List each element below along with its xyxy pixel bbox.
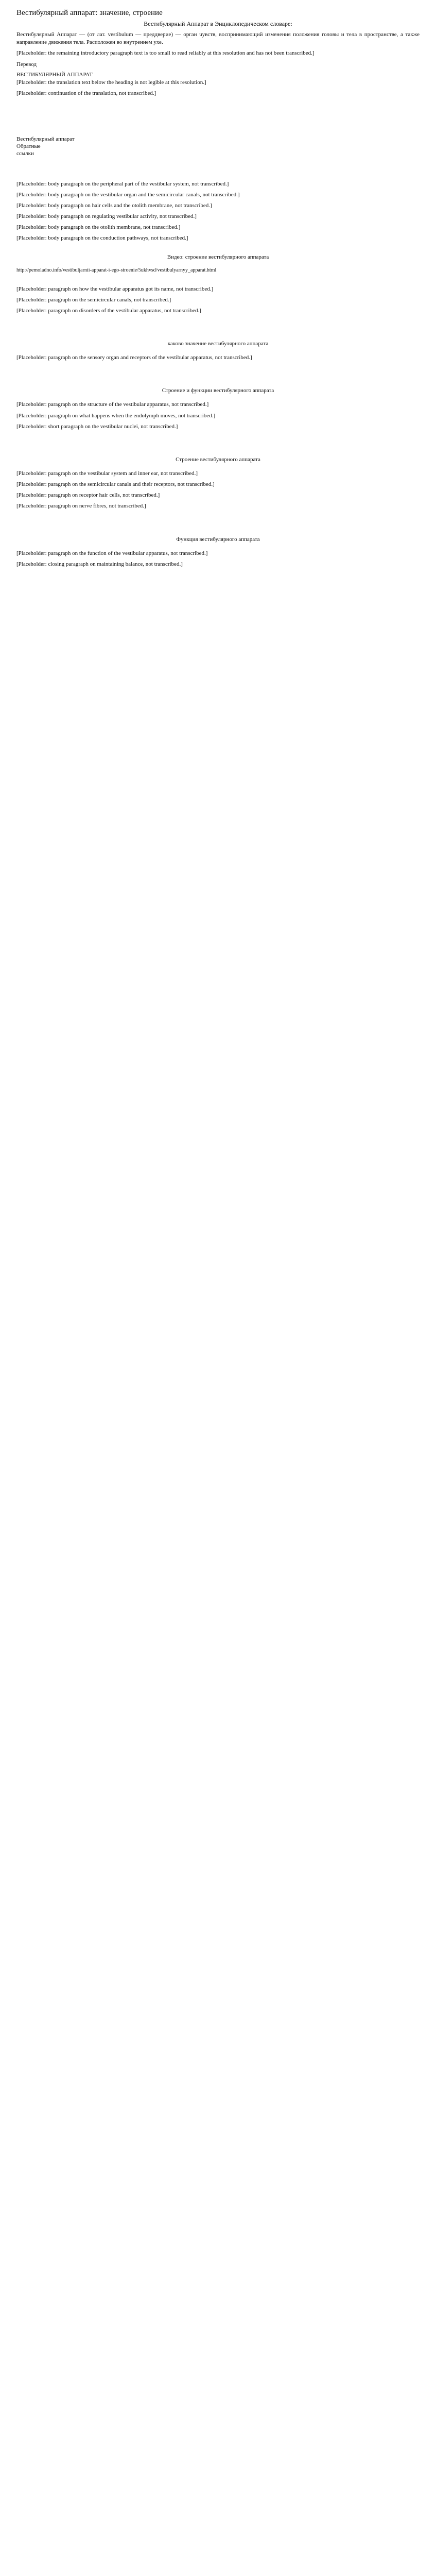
main-paragraph: [Placeholder: body paragraph on hair cells and the otolith membrane, not transcribed.]	[16, 202, 212, 209]
article	[8, 0, 428, 582]
translation-heading: ВЕСТИБУЛЯРНЫЙ АППАРАТ	[16, 72, 93, 78]
section-paragraph: [Placeholder: paragraph on receptor hair cells, not transcribed.]	[16, 492, 160, 499]
section-heading: Функция вестибулярного аппарата	[176, 536, 260, 543]
main-paragraph: [Placeholder: body paragraph on the peripheral part of the vestibular system, not transcribed.]	[16, 180, 229, 187]
section-paragraph: [Placeholder: paragraph on the structure of the vestibular apparatus, not transcribed.]	[16, 401, 209, 408]
source-link[interactable]: http://pemoladno.info/vestibuljarnii-apparat-i-ego-stroenie/5ukhvsd/vestibulyarnyy_apparat.html	[16, 267, 217, 273]
intro-section	[16, 31, 420, 58]
translation-label: Перевод	[16, 61, 37, 68]
video-section	[16, 285, 420, 315]
section-paragraph: [Placeholder: closing paragraph on maintaining balance, not transcribed.]	[16, 561, 183, 567]
section-paragraph: [Placeholder: paragraph on what happens when the endolymph moves, not transcribed.]	[16, 412, 216, 419]
section-paragraph: [Placeholder: paragraph on the semicircular canals and their receptors, not transcribed.]	[16, 481, 215, 488]
section-paragraph: [Placeholder: paragraph on the sensory organ and receptors of the vestibular apparatus, not transcribed.]	[16, 354, 252, 361]
section-paragraph: [Placeholder: paragraph on the vestibular system and inner ear, not transcribed.]	[16, 470, 198, 477]
intro-paragraph: [Placeholder: the remaining introductory paragraph text is too small to read reliably at this resolution and has not been transcribed.]	[16, 50, 315, 57]
intro-paragraph: Вестибулярный Аппарат — (от лат. vestibulum — преддверие) — орган чувств, воспринимающий изменения положения головы и тела в пространстве, а также направление движения тела. Расположен во внутреннем ухе.	[16, 31, 420, 45]
outline-item[interactable]: Обратные	[16, 143, 41, 149]
significance-section	[16, 354, 420, 362]
page-title: Вестибулярный аппарат: значение, строение	[16, 9, 163, 17]
main-paragraph: [Placeholder: body paragraph on regulating vestibular activity, not transcribed.]	[16, 213, 197, 220]
section-paragraph: [Placeholder: short paragraph on the vestibular nuclei, not transcribed.]	[16, 423, 178, 430]
structure-functions-section	[16, 401, 420, 431]
function-section	[16, 550, 420, 568]
main-paragraph: [Placeholder: body paragraph on the vestibular organ and the semicircular canals, not transcribed.]	[16, 191, 240, 198]
section-heading: Видео: строение вестибулярного аппарата	[167, 253, 269, 260]
translation-section	[16, 79, 420, 97]
translation-paragraph: [Placeholder: continuation of the translation, not transcribed.]	[16, 90, 156, 97]
section-heading: каково значение вестибулярного аппарата	[167, 341, 269, 347]
structure-section	[16, 470, 420, 511]
section-heading: Строение вестибулярного аппарата	[176, 456, 260, 463]
main-paragraph: [Placeholder: body paragraph on the otolith membrane, not transcribed.]	[16, 224, 181, 231]
dictionary-subtitle: Вестибулярный Аппарат в Энциклопедическом словаре:	[144, 20, 292, 27]
translation-paragraph: [Placeholder: the translation text below the heading is not legible at this resolution.]	[16, 79, 206, 86]
section-heading: Строение и функции вестибулярного аппарата	[162, 387, 274, 394]
outline-heading: Вестибулярный аппарат	[16, 135, 75, 142]
section-paragraph: [Placeholder: paragraph on nerve fibres, not transcribed.]	[16, 503, 146, 510]
section-paragraph: [Placeholder: paragraph on the semicircular canals, not transcribed.]	[16, 296, 171, 303]
main-paragraph: [Placeholder: body paragraph on the conduction pathways, not transcribed.]	[16, 235, 188, 242]
section-paragraph: [Placeholder: paragraph on how the vestibular apparatus got its name, not transcribed.]	[16, 285, 214, 292]
main-section	[16, 180, 420, 243]
section-paragraph: [Placeholder: paragraph on disorders of the vestibular apparatus, not transcribed.]	[16, 307, 201, 314]
section-paragraph: [Placeholder: paragraph on the function of the vestibular apparatus, not transcribed.]	[16, 550, 208, 556]
outline-item[interactable]: ссылки	[16, 150, 34, 157]
